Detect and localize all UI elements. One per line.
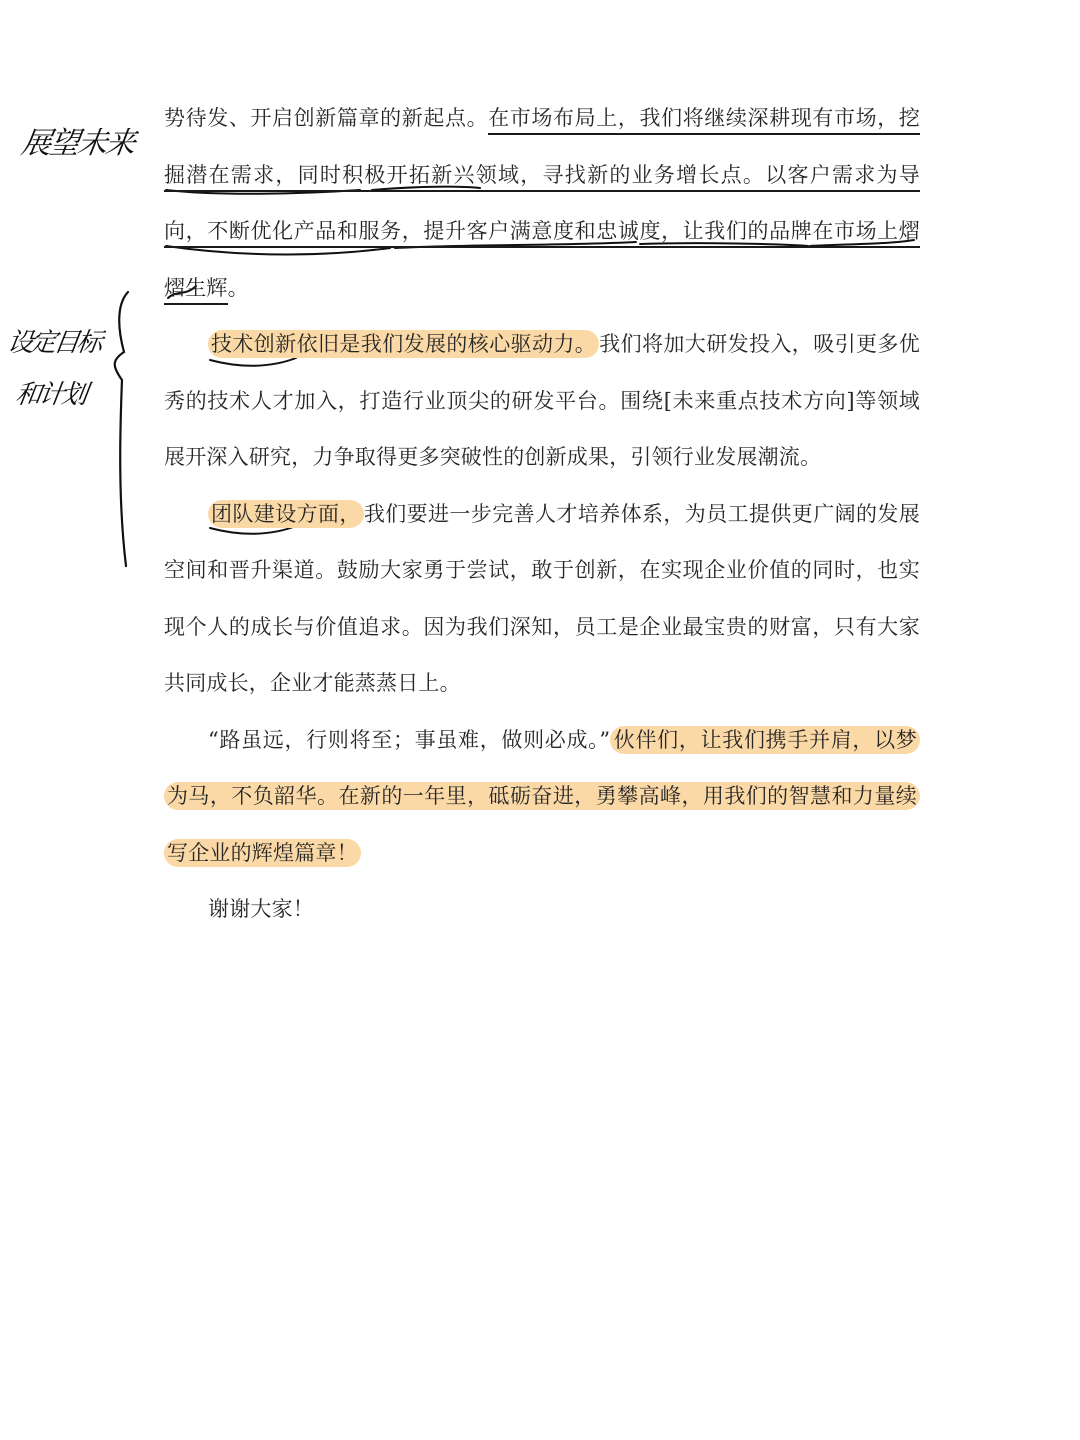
paragraph-team: [164, 486, 920, 712]
highlighted-text: 伙伴们，让我们携手并肩，以梦为马，不负韶华。在新的一年里，砥砺奋进，勇攀高峰，用我们的智慧和力量续写企业的辉煌篇章！: [164, 726, 920, 867]
quote-text: “路虽远，行则将至；事虽难，做则必成。”: [208, 727, 611, 752]
text-segment: 势待发、开启创新篇章的新起点。: [164, 106, 489, 130]
thanks-text: 谢谢大家！: [208, 897, 314, 921]
text-segment: 我们要进一步完善人才培养体系，为员工提供更广阔的发展空间和晋升渠道。鼓励大家勇于尝试，敢于创新，在实现企业价值的同时，也实现个人的成长与价值追求。因为我们深知，员工是企业最宝贵的财富，只有大家共同成长，企业才能蒸蒸日上。: [164, 501, 921, 695]
paragraph-closing: [164, 712, 920, 882]
margin-note-plans: 和计划: [13, 380, 87, 410]
text-segment: 。: [227, 275, 249, 300]
paragraph-tech: [164, 316, 920, 486]
text-segment: 我们将加大研发投入，吸引更多优秀的技术人才加入，打造行业顶尖的研发平台。围绕[未来重点技术方向]等领域展开深入研究，力争取得更多突破性的创新成果，引领行业发展潮流。: [164, 332, 920, 469]
body-text: [164, 90, 920, 938]
underlined-text: 在市场布局上，我们将继续深耕现有市场，挖掘潜在需求，同时积极开拓新兴领域，寻找新的业务增长点。以客户需求为导向，不断优化产品和服务，提升客户满意度和忠诚度，让我们的品牌在市场上熠熠生辉: [164, 106, 920, 305]
paragraph-thanks: [164, 881, 920, 938]
highlighted-text: 技术创新依旧是我们发展的核心驱动力。: [208, 330, 599, 358]
paragraph-market: [164, 90, 920, 316]
margin-note-goals: 设定目标: [5, 328, 102, 358]
highlighted-text: 团队建设方面，: [208, 500, 364, 528]
bracket-mark: [115, 292, 128, 566]
margin-note-outlook: 展望未来: [19, 126, 136, 161]
